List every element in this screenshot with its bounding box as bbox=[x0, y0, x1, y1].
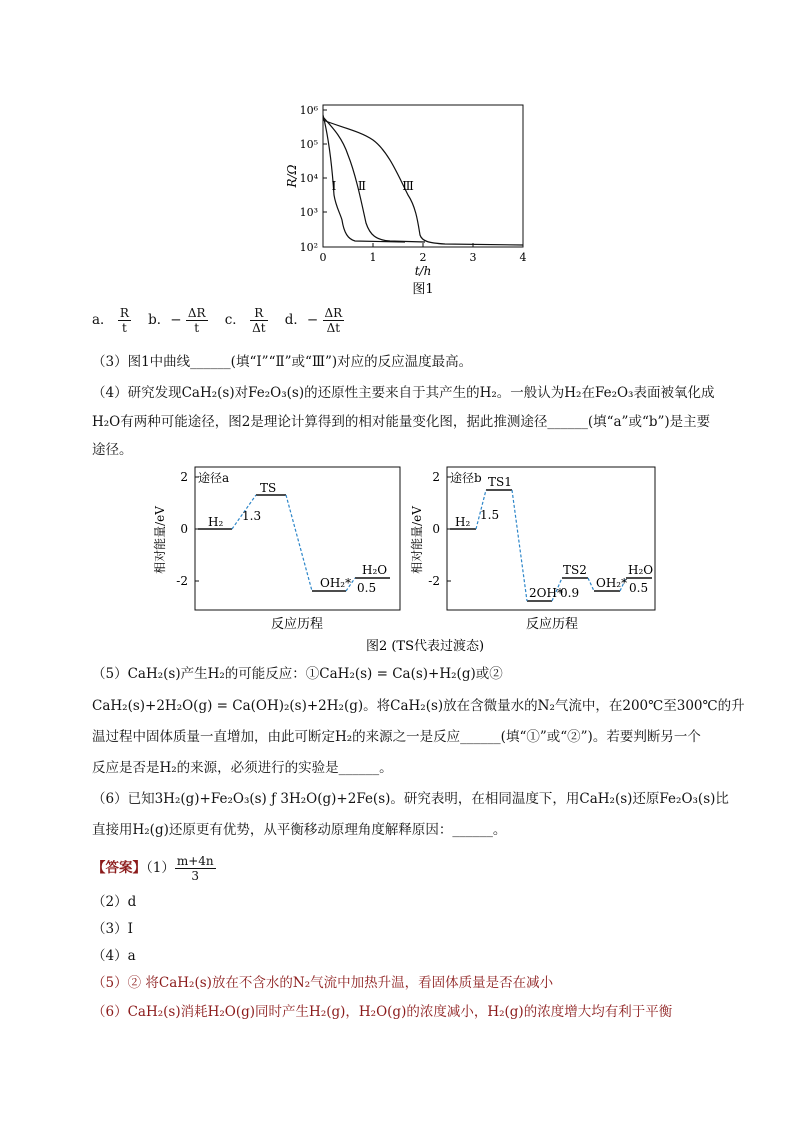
question-5-line-3: 温过程中固体质量一直增加，由此可断定H₂的来源之一是反应______(填“①”或“②”)。若要判断另一个 bbox=[92, 729, 701, 745]
figure1-caption: 图1 bbox=[412, 282, 434, 297]
answer-2: （2）d bbox=[92, 894, 137, 910]
option-a: a． $\frac{R}{t}$ bbox=[92, 306, 129, 335]
panel-a-title: 途径a bbox=[198, 471, 230, 485]
figure1-ytick: 10⁶ bbox=[299, 104, 318, 117]
answer-tag: 【答案】 bbox=[92, 860, 146, 876]
figure1-chart bbox=[270, 95, 540, 305]
panel-b-label: TS2 bbox=[563, 563, 587, 577]
panel-b-ytick: -2 bbox=[428, 574, 440, 588]
panel-a-ytick: 2 bbox=[180, 470, 188, 484]
panel-a-label: OH₂* bbox=[320, 576, 352, 590]
panel-b-ytick: 0 bbox=[432, 522, 440, 536]
curve-III bbox=[323, 120, 523, 245]
panel-b-title: 途径b bbox=[450, 471, 482, 485]
question-4-line-3: 途径。 bbox=[92, 442, 133, 458]
panel-a-label: TS bbox=[260, 481, 277, 495]
answer-5: （5）② 将CaH₂(s)放在不含水的N₂气流中加热升温，看固体质量是否在减小 bbox=[92, 975, 554, 991]
panel-b-label: 0.5 bbox=[629, 581, 649, 595]
question-3: （3）图1中曲线______(填“Ⅰ”“Ⅱ”或“Ⅲ”)对应的反应温度最高。 bbox=[92, 354, 473, 370]
panel-b-label: H₂O bbox=[628, 563, 654, 577]
panel-b-ytick: 2 bbox=[432, 470, 440, 484]
figure1-xtick: 0 bbox=[319, 251, 327, 264]
figure2-caption: 图2 (TS代表过渡态) bbox=[365, 639, 485, 654]
figure1-ytick: 10⁵ bbox=[299, 138, 318, 151]
panel-b-label: H₂ bbox=[455, 515, 471, 529]
option-d: d．− $\frac{\Delta R}{\Delta t}$ bbox=[284, 306, 343, 335]
question-6-line-2: 直接用H₂(g)还原更有优势，从平衡移动原理角度解释原因：______。 bbox=[92, 822, 507, 838]
option-b: b．− $\frac{\Delta R}{t}$ bbox=[148, 306, 206, 335]
question-4-line-2: H₂O有两种可能途径，图2是理论计算得到的相对能量变化图，据此推测途径______(填“a”或“b”)是主要 bbox=[92, 414, 711, 430]
curve-II-label: Ⅱ bbox=[357, 179, 367, 193]
figure1-xlabel: t/h bbox=[414, 264, 432, 278]
figure1-xtick: 3 bbox=[469, 251, 477, 264]
panel-b-label: OH₂* bbox=[596, 576, 628, 590]
curve-III-label: Ⅲ bbox=[402, 179, 414, 193]
panel-b-label: TS1 bbox=[488, 475, 512, 489]
panel-b-ylabel: 相对能量/eV bbox=[410, 506, 424, 574]
curve-I-label: Ⅰ bbox=[331, 179, 337, 193]
figure1-xtick: 2 bbox=[419, 251, 427, 264]
panel-a-xlabel: 反应历程 bbox=[270, 617, 324, 632]
panel-b-label: 1.5 bbox=[480, 508, 500, 522]
panel-a-ylabel: 相对能量/eV bbox=[153, 506, 167, 574]
answer-1: 【答案】（1） $\frac{m+4n}{3}$ bbox=[92, 854, 214, 883]
panel-a-ytick: 0 bbox=[180, 522, 188, 536]
panel-a-label: H₂ bbox=[208, 515, 224, 529]
answer-6: （6）CaH₂(s)消耗H₂O(g)同时产生H₂(g)，H₂O(g)的浓度减小，H₂(g)的浓度增大均有利于平衡 bbox=[92, 1004, 673, 1020]
panel-b-label: 2OH* bbox=[529, 586, 563, 600]
panel-b-xlabel: 反应历程 bbox=[525, 617, 579, 632]
question-6-line-1: （6）已知3H₂(g)+Fe₂O₃(s) ƒ 3H₂O(g)+2Fe(s)。研究表明，在相同温度下，用CaH₂(s)还原Fe₂O₃(s)比 bbox=[92, 791, 729, 807]
figure2-chart bbox=[150, 462, 670, 657]
option-c: c． $\frac{R}{\Delta t}$ bbox=[224, 306, 266, 335]
question-5-line-1: （5）CaH₂(s)产生H₂的可能反应：①CaH₂(s) = Ca(s)+H₂(g)或② bbox=[92, 666, 503, 682]
figure1-ylabel: R/Ω bbox=[285, 164, 299, 188]
figure1-xtick: 1 bbox=[369, 251, 377, 264]
answer-4: （4）a bbox=[92, 948, 136, 964]
panel-a-label: 1.3 bbox=[242, 509, 262, 523]
panel-a-label: H₂O bbox=[362, 563, 388, 577]
panel-a-label: 0.5 bbox=[357, 581, 377, 595]
question-4-line-1: （4）研究发现CaH₂(s)对Fe₂O₃(s)的还原性主要来自于其产生的H₂。一般认为H₂在Fe₂O₃表面被氧化成 bbox=[92, 385, 715, 401]
panel-a-ytick: -2 bbox=[176, 574, 188, 588]
question-5-line-2: CaH₂(s)+2H₂O(g) = Ca(OH)₂(s)+2H₂(g)。将CaH₂(s)放在含微量水的N₂气流中，在200℃至300℃的升 bbox=[92, 698, 745, 714]
figure1-xtick: 4 bbox=[519, 251, 527, 264]
answer-3: （3）Ⅰ bbox=[92, 921, 133, 937]
q2-options bbox=[92, 306, 344, 335]
panel-b-label: 0.9 bbox=[560, 586, 580, 600]
figure1-ytick: 10² bbox=[299, 241, 318, 254]
figure1-ytick: 10⁴ bbox=[299, 172, 318, 185]
question-5-line-4: 反应是否是H₂的来源，必须进行的实验是______。 bbox=[92, 760, 393, 776]
figure1-ytick: 10³ bbox=[299, 206, 318, 219]
